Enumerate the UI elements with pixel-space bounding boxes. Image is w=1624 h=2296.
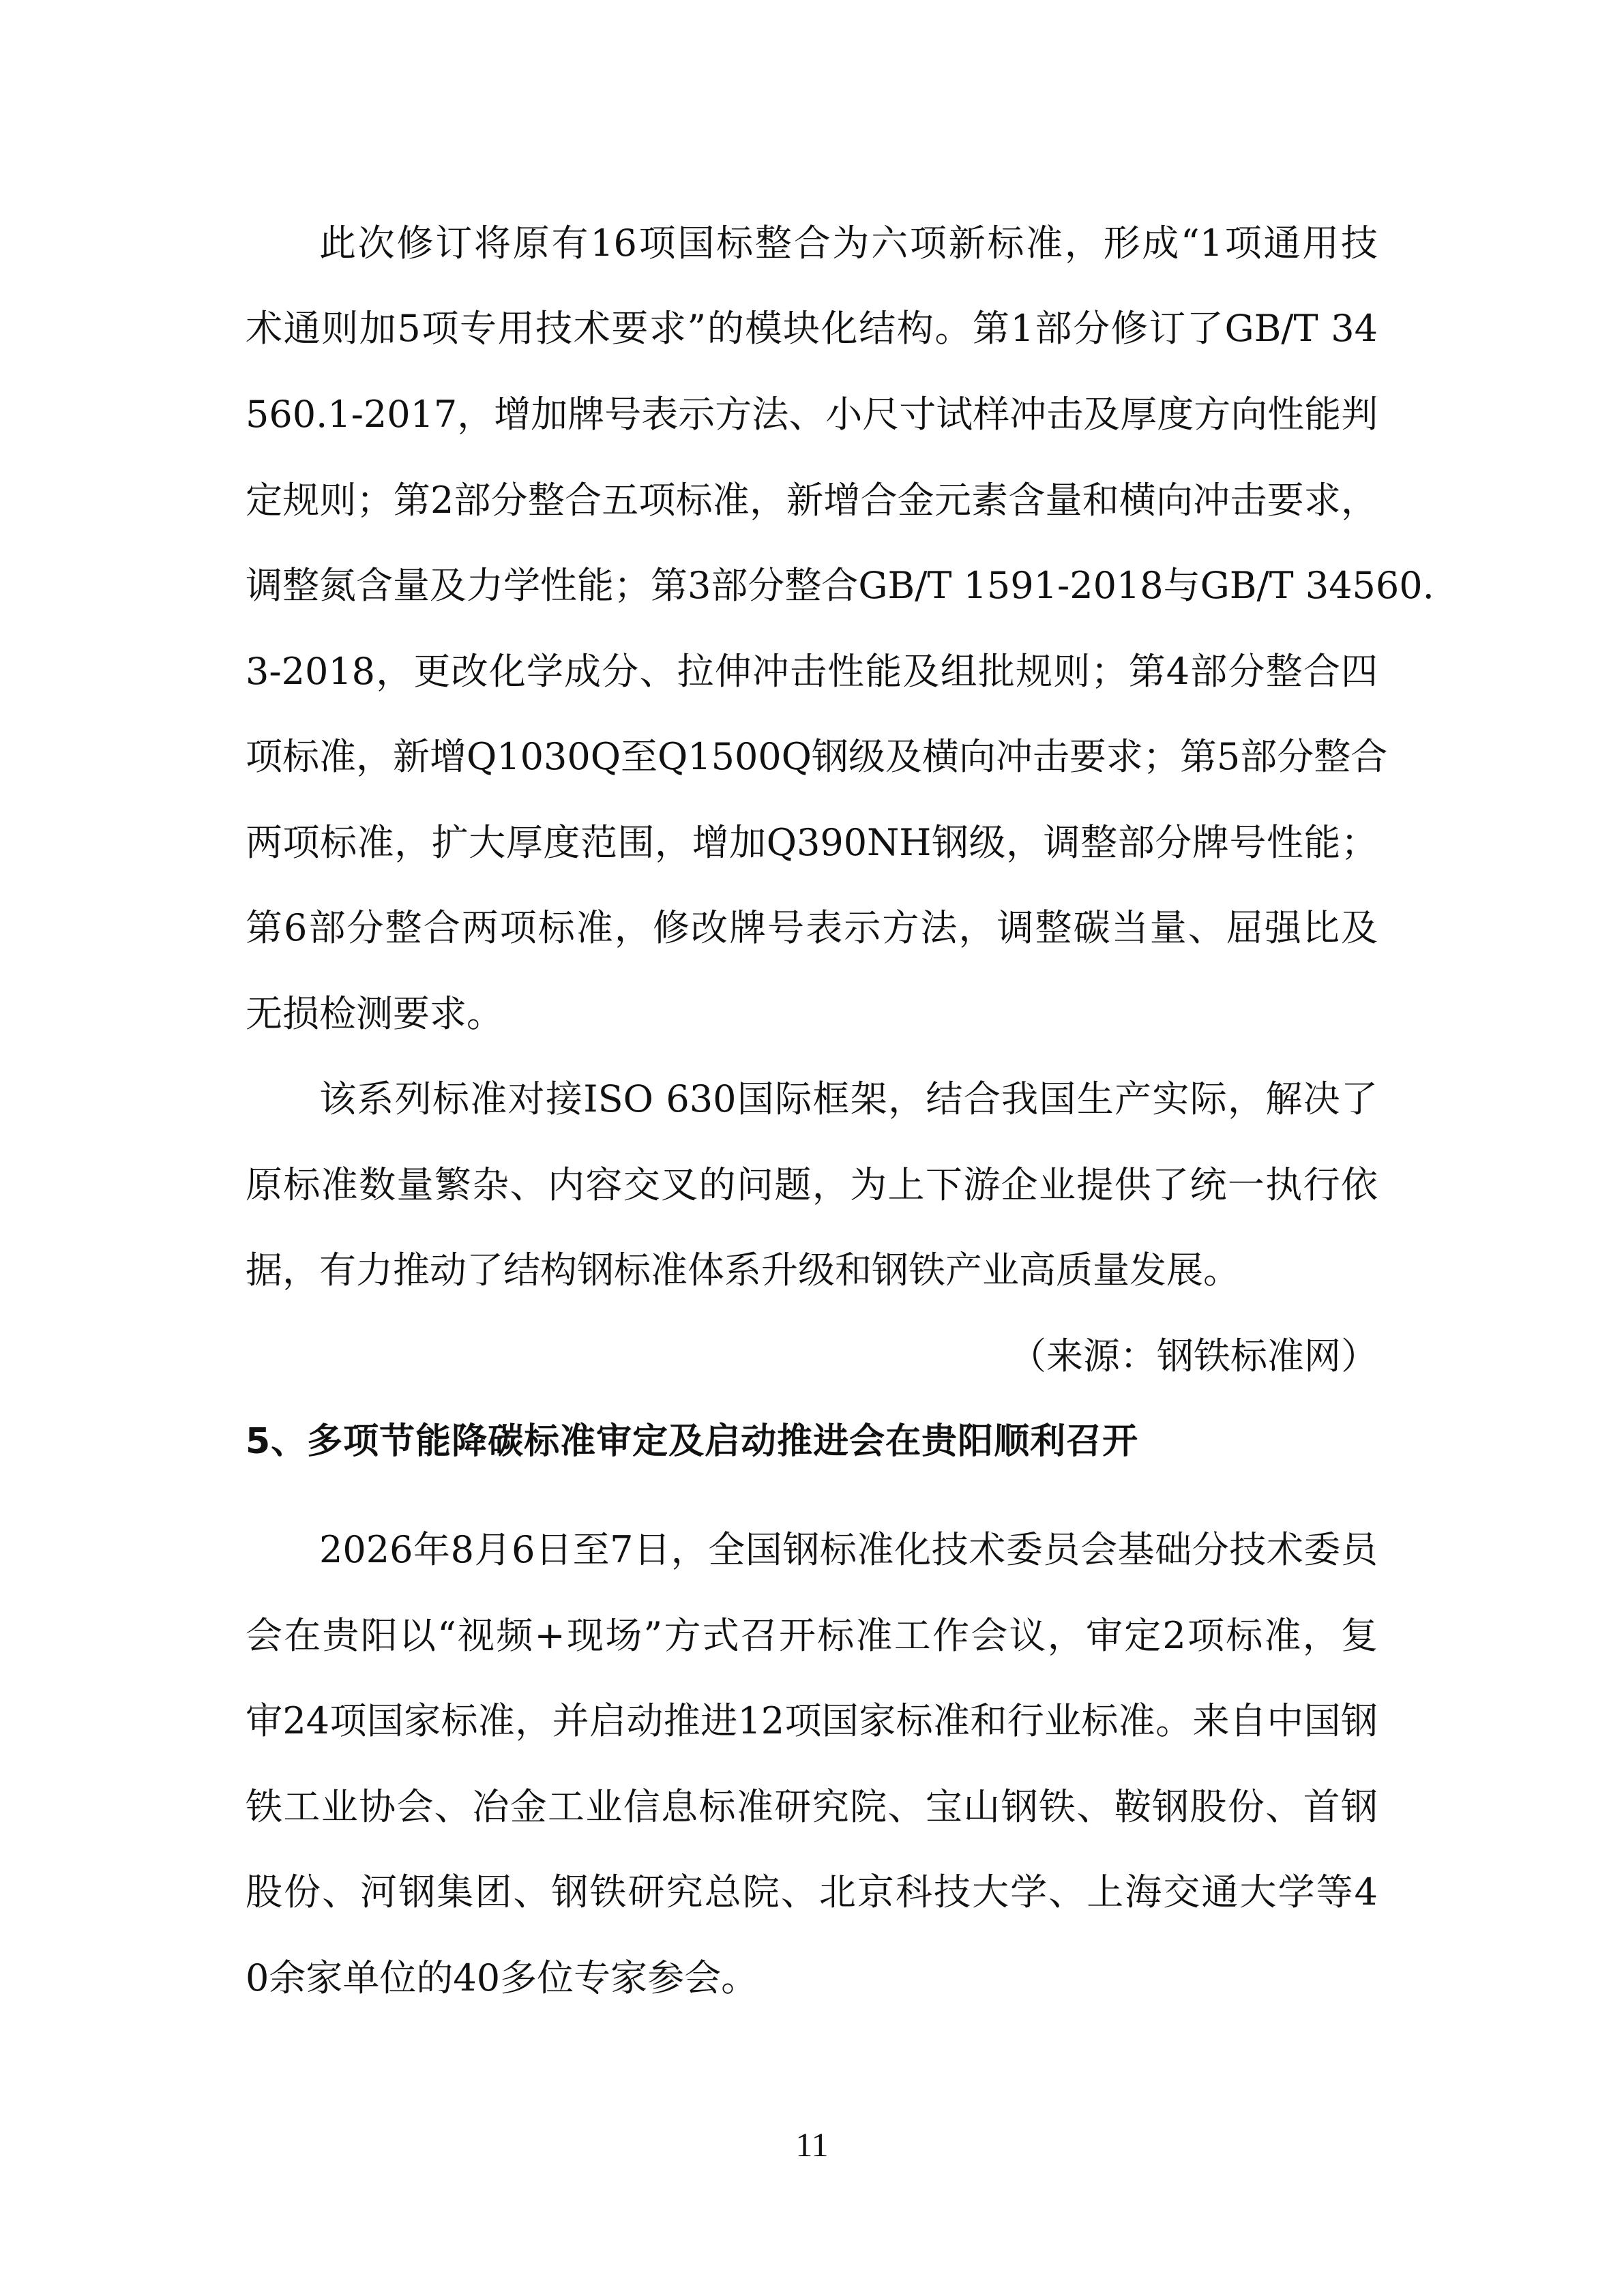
- source-note: （来源：钢铁标准网）: [1009, 1335, 1378, 1377]
- text-line: 560.1-2017，增加牌号表示方法、小尺寸试样冲击及厚度方向性能判: [246, 393, 1378, 436]
- text-line: 术通则加5项专用技术要求”的模块化结构。第1部分修订了GB/T 34: [246, 307, 1378, 350]
- text-line: 铁工业协会、冶金工业信息标准研究院、宝山钢铁、鞍钢股份、首钢: [246, 1785, 1378, 1828]
- text-line: 3-2018，更改化学成分、拉伸冲击性能及组批规则；第4部分整合四: [246, 650, 1378, 693]
- text-line: 无损检测要求。: [246, 992, 503, 1035]
- text-line: 两项标准，扩大厚度范围，增加Q390NH钢级，调整部分牌号性能；: [246, 821, 1378, 864]
- text-line: 原标准数量繁杂、内容交叉的问题，为上下游企业提供了统一执行依: [246, 1163, 1378, 1206]
- text-line: 此次修订将原有16项国标整合为六项新标准，形成“1项通用技: [319, 222, 1378, 265]
- text-line: 调整氮含量及力学性能；第3部分整合GB/T 1591-2018与GB/T 34560.: [246, 564, 1434, 607]
- text-line: 第6部分整合两项标准，修改牌号表示方法，调整碳当量、屈强比及: [246, 906, 1378, 949]
- text-line: 股份、河钢集团、钢铁研究总院、北京科技大学、上海交通大学等4: [246, 1870, 1378, 1913]
- text-line: 该系列标准对接ISO 630国际框架，结合我国生产实际，解决了: [319, 1077, 1378, 1120]
- text-line: 项标准，新增Q1030Q至Q1500Q钢级及横向冲击要求；第5部分整合: [246, 735, 1388, 778]
- text-line: 2026年8月6日至7日，全国钢标准化技术委员会基础分技术委员: [319, 1528, 1378, 1571]
- text-line: 定规则；第2部分整合五项标准，新增合金元素含量和横向冲击要求，: [246, 479, 1378, 522]
- text-line: 会在贵阳以“视频+现场”方式召开标准工作会议，审定2项标准，复: [246, 1614, 1378, 1657]
- section-heading: 5、多项节能降碳标准审定及启动推进会在贵阳顺利召开: [246, 1421, 1139, 1462]
- text-line: 0余家单位的40多位专家参会。: [246, 1956, 758, 1999]
- text-line: 审24项国家标准，并启动推进12项国家标准和行业标准。来自中国钢: [246, 1699, 1378, 1742]
- page-number: 11: [795, 2126, 829, 2164]
- text-line: 据，有力推动了结构钢标准体系升级和钢铁产业高质量发展。: [246, 1249, 1240, 1292]
